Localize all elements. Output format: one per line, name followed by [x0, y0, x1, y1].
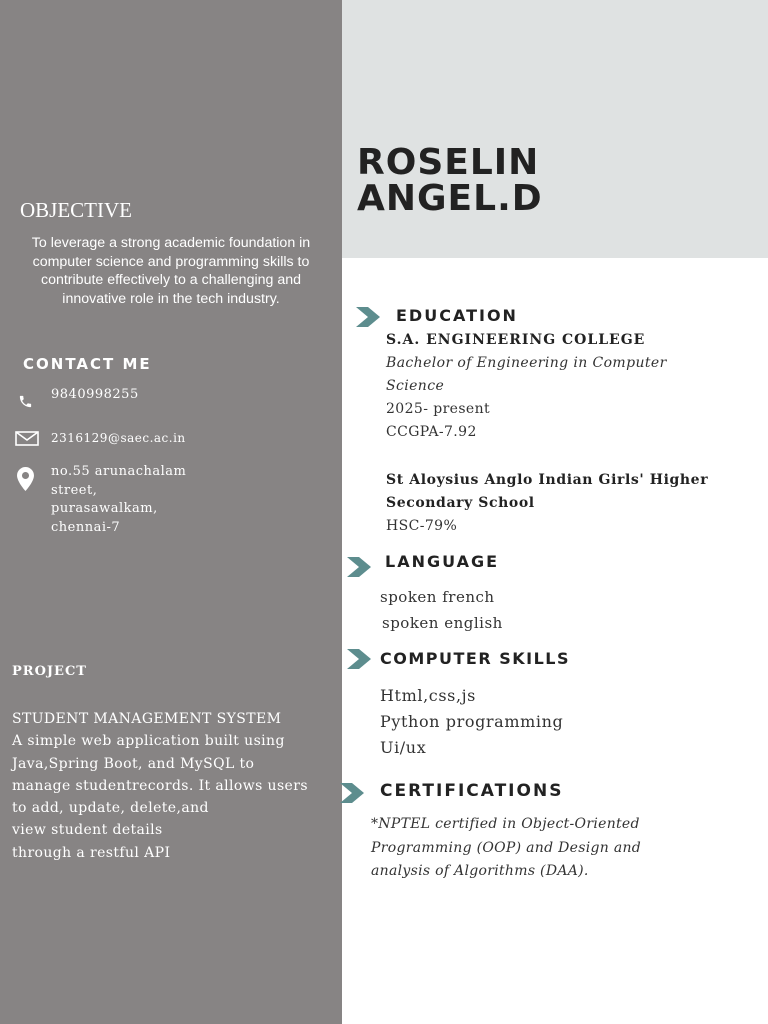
skill-item: Ui/ux — [380, 738, 427, 757]
project-line: A simple web application built using — [12, 733, 285, 750]
project-line: view student details — [12, 822, 163, 839]
cert-line: analysis of Algorithms (DAA). — [371, 863, 589, 879]
contact-heading: CONTACT ME — [23, 355, 152, 373]
education-cgpa: CCGPA-7.92 — [386, 424, 477, 440]
address-line: chennai-7 — [51, 519, 121, 535]
language-item: spoken english — [382, 614, 503, 632]
address-line: street, — [51, 482, 98, 498]
chevron-arrow-icon — [347, 557, 371, 577]
education-heading: EDUCATION — [396, 306, 518, 325]
skills-heading: COMPUTER SKILLS — [380, 649, 571, 668]
objective-heading: OBJECTIVE — [20, 198, 132, 222]
certifications-heading: CERTIFICATIONS — [380, 781, 564, 801]
skill-item: Html,css,js — [380, 686, 476, 705]
phone-number: 9840998255 — [51, 387, 139, 402]
address-line: purasawalkam, — [51, 501, 158, 516]
education-hsc: HSC-79% — [386, 518, 458, 534]
cert-line: Programming (OOP) and Design and — [371, 839, 642, 856]
education-school — [386, 469, 708, 538]
project-line: to add, update, delete,and — [12, 800, 209, 817]
location-pin-icon — [17, 467, 34, 491]
school-name: Secondary School — [386, 495, 535, 511]
address-line: no.55 arunachalam — [51, 464, 187, 479]
college-name: S.A. ENGINEERING COLLEGE — [386, 332, 646, 348]
project-line: STUDENT MANAGEMENT SYSTEM — [12, 711, 282, 727]
chevron-arrow-icon — [347, 649, 371, 669]
objective-text: To leverage a strong academic foundation in computer science and programming skills to contribute effectively to a challenging and innovative role in the tech industry. — [31, 235, 311, 307]
school-name: St Aloysius Anglo Indian Girls' Higher — [386, 472, 709, 488]
cert-line: *NPTEL certified in Object-Oriented — [371, 816, 640, 832]
chevron-arrow-icon — [340, 783, 364, 803]
language-item: spoken french — [380, 588, 495, 606]
phone-icon — [18, 394, 33, 409]
header-band — [342, 0, 768, 258]
project-line: through a restful API — [12, 844, 171, 861]
project-line: Java,Spring Boot, and MySQL to — [12, 755, 255, 772]
certifications-text — [371, 813, 701, 884]
education-years: 2025- present — [386, 401, 491, 417]
project-line: manage studentrecords. It allows users — [12, 777, 308, 794]
skill-item: Python programming — [380, 712, 564, 731]
chevron-arrow-icon — [356, 307, 380, 327]
language-heading: LANGUAGE — [385, 552, 500, 571]
degree-line: Bachelor of Engineering in Computer — [386, 355, 667, 371]
candidate-name: ROSELIN ANGEL.D — [357, 142, 543, 219]
education-college — [386, 329, 667, 444]
mail-icon — [15, 431, 39, 446]
email-address: 2316129@saec.ac.in — [51, 431, 186, 445]
project-description — [12, 708, 340, 864]
degree-line: Science — [386, 378, 445, 394]
project-heading: PROJECT — [12, 664, 87, 679]
